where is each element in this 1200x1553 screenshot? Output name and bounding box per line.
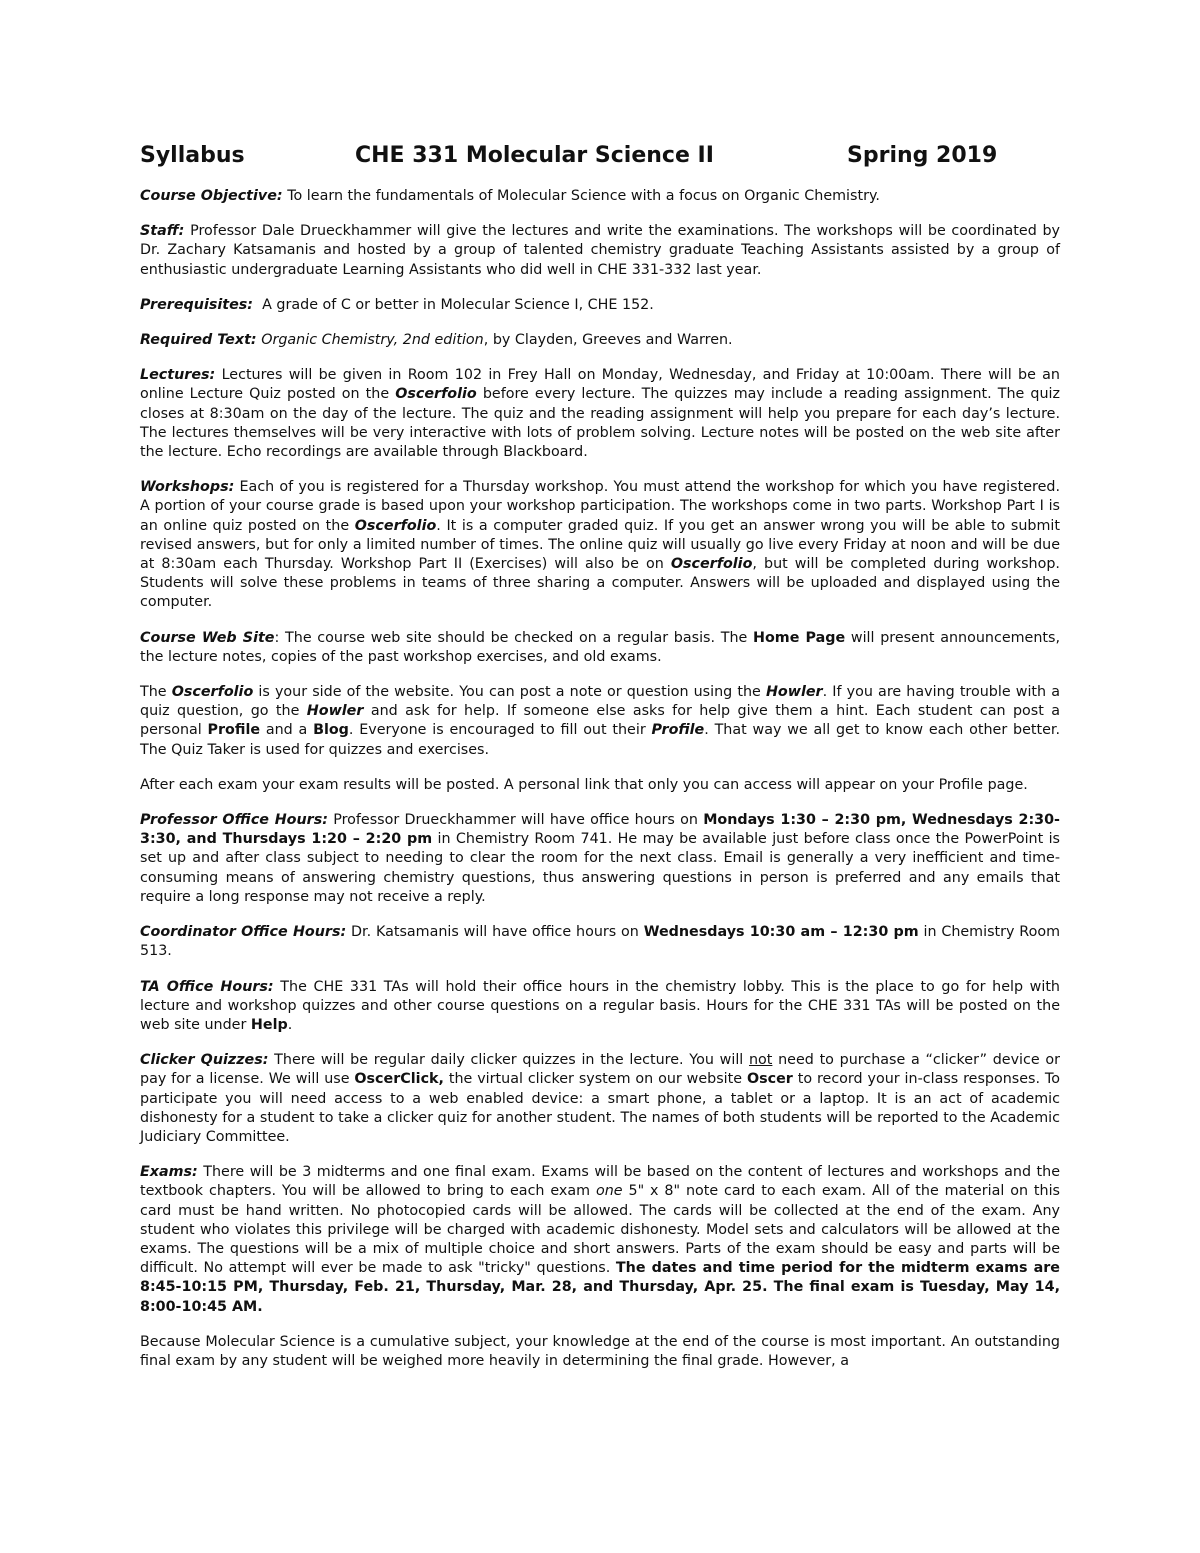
- paragraph-text: the virtual clicker system on our website: [443, 1071, 747, 1088]
- office-hours-times: Mondays 1:30 – 2:30 pm, Wednesdays 2:30-3:30, and Thursdays 1:20 – 2:20 pm: [140, 812, 1060, 848]
- howler-term: Howler: [765, 684, 823, 701]
- title-course: CHE 331 Molecular Science II: [355, 143, 714, 168]
- paragraph-text: . Everyone is encouraged to fill out their: [348, 722, 652, 739]
- paragraph-text: will present announcements, the lecture notes, copies of the past workshop exercises, and old exams.: [140, 629, 1061, 665]
- paragraph-text: After each exam your exam results will be posted. A personal link that only you can access will appear on your Profile page.: [140, 776, 1028, 793]
- oscer-term: Oscer: [746, 1071, 793, 1088]
- paragraph-text: Lectures will be given in Room 102 in Frey Hall on Monday, Wednesday, and Friday at 10:00am. There will be an online Lecture Quiz posted on the: [140, 367, 1060, 403]
- section-label: TA Office Hours:: [140, 978, 274, 995]
- paragraph-oscerfolio: [140, 683, 1060, 760]
- paragraph-text: : The course web site should be checked on a regular basis. The: [274, 629, 754, 646]
- section-label: Lectures:: [140, 367, 216, 384]
- paragraph-text: , but will be completed during workshop. Students will solve these problems in teams of three sharing a computer. Answers will be uploaded and displayed using the computer.: [140, 556, 1060, 611]
- exam-dates: The dates and time period for the midterm exams are 8:45-10:15 PM, Thursday, Feb. 21, Thursday, Mar. 28, and Thursday, Apr. 25. The final exam is Tuesday, May 14, 8:00-10:45 AM.: [140, 1260, 1060, 1315]
- paragraph-text: There will be 3 midterms and one final exam. Exams will be based on the content of lectures and workshops and the textbook chapters. You will be allowed to bring to each exam: [140, 1164, 1060, 1200]
- office-hours-times: Wednesdays 10:30 am – 12:30 pm: [643, 924, 919, 941]
- paragraph-coordinator-office-hours: [140, 923, 1060, 961]
- paragraph-text: and ask for help. If someone else asks for help give them a hint. Each student can post a personal: [140, 703, 1061, 739]
- paragraph-text: , by Clayden, Greeves and Warren.: [483, 332, 733, 349]
- paragraph-text: To learn the fundamentals of Molecular Science with a focus on Organic Chemistry.: [282, 188, 880, 204]
- section-label: Professor Office Hours:: [140, 812, 328, 829]
- paragraph-staff: [140, 222, 1060, 280]
- paragraph-text: . That way we all get to know each other better. The Quiz Taker is used for quizzes and exercises.: [140, 722, 1060, 758]
- oscerfolio-term: Oscerfolio: [395, 386, 477, 403]
- textbook-title: Organic Chemistry, 2nd edition: [261, 332, 484, 349]
- section-label: Course Web Site: [140, 629, 275, 646]
- paragraph-workshops: [140, 478, 1060, 612]
- paragraph-text: Each of you is registered for a Thursday workshop. You must attend the workshop for which you have registered. A portion of your course grade is based upon your workshop participation. The workshops come in two parts. Workshop Part I is an online quiz posted on the: [140, 479, 1060, 534]
- paragraph-exam-results: [140, 776, 1060, 795]
- oscerclick-term: OscerClick,: [354, 1071, 444, 1088]
- section-label: Coordinator Office Hours:: [140, 924, 347, 941]
- paragraph-text: to record your in-class responses. To participate you will need access to a web enabled device: a smart phone, a tablet or a laptop. It is an act of academic dishonesty for a student to take a clicker quiz for another student. The names of both students will be reported to the Academic Judiciary Committee.: [140, 1071, 1060, 1145]
- section-label: Exams:: [140, 1164, 198, 1181]
- paragraph-text: and a: [260, 722, 314, 739]
- underlined-not: not: [748, 1052, 773, 1069]
- section-label: Prerequisites:: [140, 296, 254, 313]
- emphasis-one: one: [595, 1183, 623, 1200]
- paragraph-text: in Chemistry Room 513.: [140, 924, 1060, 960]
- paragraph-clicker-quizzes: [140, 1051, 1060, 1147]
- profile-term: Profile: [207, 722, 261, 739]
- blog-term: Blog: [313, 722, 349, 739]
- paragraph-prerequisites: [140, 296, 1060, 315]
- paragraph-text: Dr. Katsamanis will have office hours on: [346, 924, 644, 941]
- section-label: Clicker Quizzes:: [140, 1052, 269, 1069]
- howler-term: Howler: [306, 703, 364, 720]
- paragraph-text: is your side of the website. You can post a note or question using the: [253, 684, 766, 701]
- paragraph-text: . If you are having trouble with a quiz question, go the: [140, 684, 1060, 720]
- paragraph-required-text: [140, 331, 1060, 350]
- section-label: Staff:: [140, 223, 185, 240]
- section-label: Required Text:: [140, 332, 257, 349]
- paragraph-professor-office-hours: [140, 811, 1060, 907]
- section-label: Course Objective:: [140, 188, 283, 204]
- paragraph-text: Because Molecular Science is a cumulative subject, your knowledge at the end of the course is most important. An outstanding final exam by any student will be weighed more heavily in determining the final grade. However, a: [140, 1333, 1060, 1369]
- help-term: Help: [250, 1016, 288, 1033]
- title-syllabus: Syllabus: [140, 143, 245, 168]
- paragraph-lectures: [140, 366, 1060, 462]
- home-page-term: Home Page: [753, 629, 846, 646]
- page-title: [140, 143, 1060, 173]
- paragraph-exams: [140, 1163, 1060, 1317]
- paragraph-text: need to purchase a “clicker” device or pay for a license. We will use: [140, 1052, 1060, 1088]
- paragraph-text: Professor Drueckhammer will have office hours on: [327, 812, 704, 829]
- paragraph-text: 5" x 8" note card to each exam. All of the material on this card must be hand written. No photocopied cards will be allowed. The cards will be collected at the end of the exam. Any student who violates this privilege will be charged with academic dishonesty. Model sets and calculators will be allowed at the exams. The questions will be a mix of multiple choice and short answers. Parts of the exam should be easy and parts will be difficult. No attempt will ever be made to ask "tricky" questions.: [140, 1183, 1060, 1277]
- document-body: [140, 187, 1060, 1387]
- paragraph-cumulative: [140, 1333, 1060, 1371]
- paragraph-text: A grade of C or better in Molecular Science I, CHE 152.: [253, 296, 654, 313]
- paragraph-text: The: [140, 684, 172, 701]
- paragraph-text: The CHE 331 TAs will hold their office hours in the chemistry lobby. This is the place to go for help with lecture and workshop quizzes and other course questions on a regular basis. Hours for the CHE 331 TAs will be posted on the web site under: [140, 978, 1060, 1033]
- paragraph-objective: [140, 187, 1060, 206]
- oscerfolio-term: Oscerfolio: [354, 517, 437, 534]
- section-label: Workshops:: [140, 479, 235, 496]
- paragraph-text: Professor Dale Drueckhammer will give the lectures and write the examinations. The workshops will be coordinated by Dr. Zachary Katsamanis and hosted by a group of talented chemistry graduate Teaching Assistants assisted by a group of enthusiastic undergraduate Learning Assistants who did well in CHE 331-332 last year.: [140, 223, 1060, 278]
- paragraph-text: in Chemistry Room 741. He may be available just before class once the PowerPoint is set up and after class subject to needing to clear the room for the next class. Email is generally a very inefficient and time-consuming means of answering chemistry questions, thus answering questions in person is preferred and any emails that require a long response may not receive a reply.: [140, 831, 1061, 905]
- title-term: Spring 2019: [847, 143, 998, 168]
- oscerfolio-term: Oscerfolio: [171, 684, 254, 701]
- paragraph-course-web-site: [140, 629, 1060, 667]
- paragraph-text: before every lecture. The quizzes may include a reading assignment. The quiz closes at 8:30am on the day of the lecture. The quiz and the reading assignment will help you prepare for each day’s lecture. The lectures themselves will be very interactive with lots of problem solving. Lecture notes will be posted on the web site after the lecture. Echo recordings are available through Blackboard.: [140, 386, 1060, 461]
- paragraph-text: There will be regular daily clicker quizzes in the lecture. You will: [268, 1052, 749, 1069]
- paragraph-ta-office-hours: [140, 978, 1060, 1036]
- paragraph-text: . It is a computer graded quiz. If you get an answer wrong you will be able to submit revised answers, but for only a limited number of times. The online quiz will usually go live every Friday at noon and will be due at 8:30am each Thursday. Workshop Part II (Exercises) will also be on: [140, 517, 1060, 573]
- oscerfolio-term: Oscerfolio: [670, 556, 753, 573]
- paragraph-text: .: [287, 1016, 293, 1033]
- profile-term: Profile: [651, 722, 705, 739]
